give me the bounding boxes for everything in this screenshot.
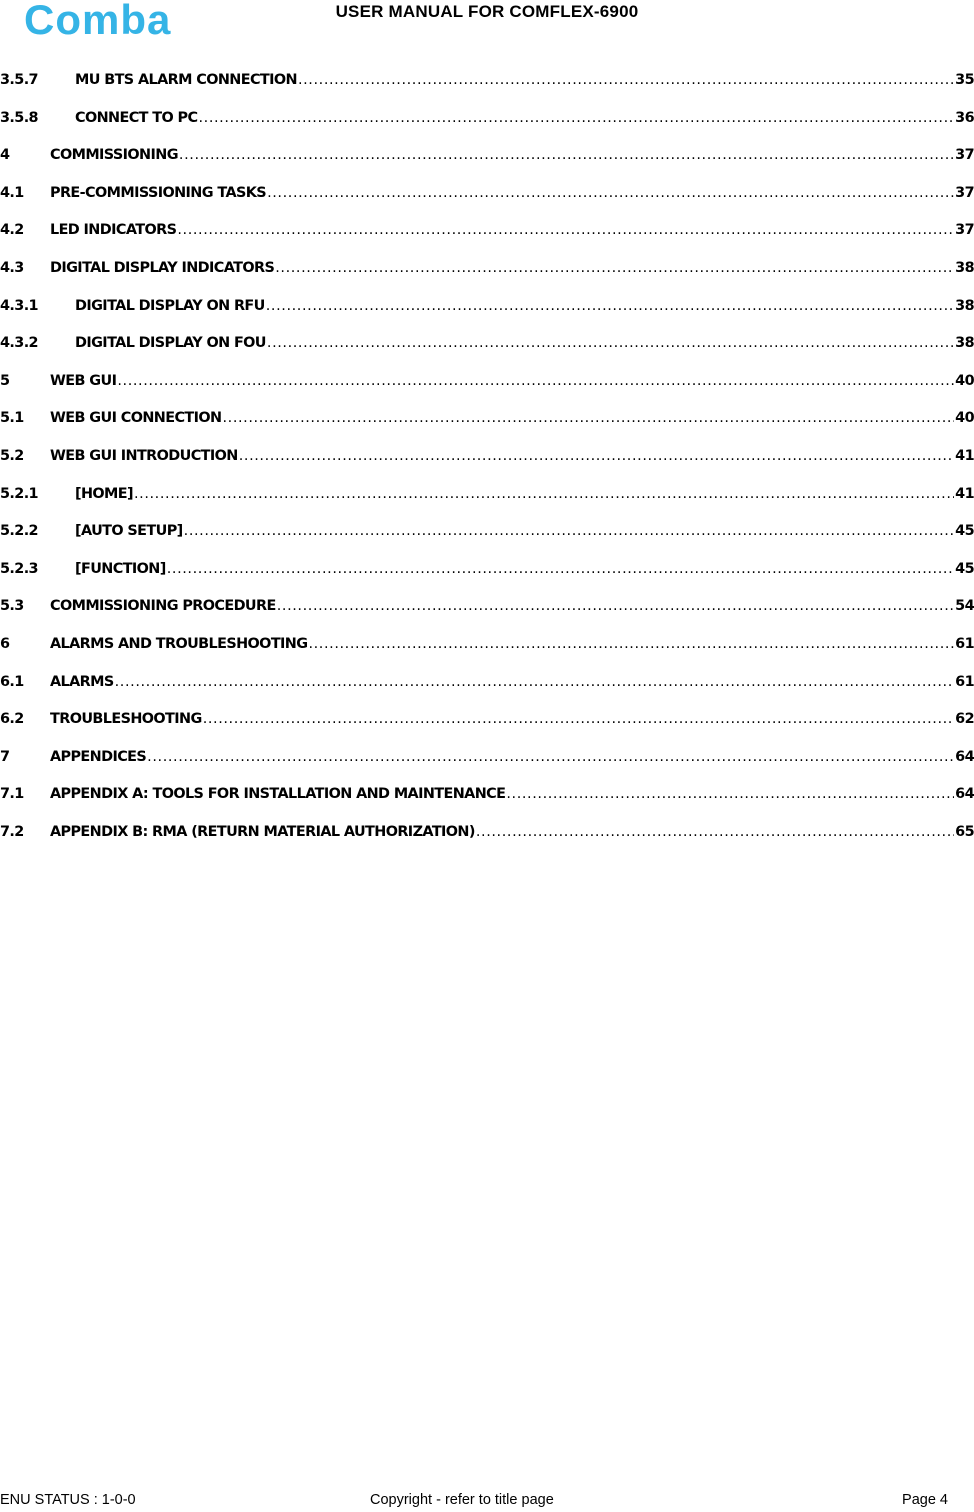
toc-entry-page: 38 bbox=[955, 335, 974, 352]
toc-entry-number: 6.2 bbox=[0, 711, 24, 728]
toc-entry-page: 40 bbox=[955, 410, 974, 427]
toc-dot-leader bbox=[267, 335, 954, 351]
toc-entry-title: WEB GUI INTRODUCTION bbox=[50, 447, 238, 464]
toc-entry-number: 3.5.7 bbox=[0, 72, 38, 88]
toc-entry-title: COMMISSIONING PROCEDURE bbox=[50, 598, 276, 615]
toc-entry-title: APPENDIX A: TOOLS FOR INSTALLATION AND MAINTENANCE bbox=[50, 786, 506, 803]
toc-entry-page: 40 bbox=[955, 372, 974, 389]
toc-dot-leader bbox=[115, 674, 955, 690]
toc-entry-number: 7.1 bbox=[0, 786, 24, 803]
toc-entry-title: TROUBLESHOOTING bbox=[50, 711, 202, 728]
toc-entry-title: [FUNCTION] bbox=[75, 560, 166, 577]
toc-entry[interactable] bbox=[0, 561, 974, 599]
toc-entry-page: 61 bbox=[955, 673, 974, 690]
toc-dot-leader bbox=[222, 410, 954, 426]
toc-dot-leader bbox=[239, 448, 954, 464]
toc-entry[interactable] bbox=[0, 674, 974, 712]
toc-entry[interactable] bbox=[0, 222, 974, 260]
toc-entry-number: 6.1 bbox=[0, 673, 24, 690]
toc-entry[interactable] bbox=[0, 448, 974, 486]
toc-entry-number: 4.2 bbox=[0, 222, 24, 239]
toc-dot-leader bbox=[506, 786, 954, 802]
logo-text: Comba bbox=[24, 0, 172, 42]
toc-entry[interactable] bbox=[0, 786, 974, 824]
toc-entry-title: WEB GUI CONNECTION bbox=[50, 410, 222, 427]
toc-entry-page: 61 bbox=[955, 635, 974, 652]
copyright-notice: Copyright - refer to title page bbox=[370, 1492, 554, 1508]
toc-entry[interactable] bbox=[0, 636, 974, 674]
toc-entry[interactable] bbox=[0, 410, 974, 448]
toc-entry-title: [HOME] bbox=[75, 485, 133, 502]
toc-entry-page: 45 bbox=[955, 523, 974, 540]
toc-entry-title: PRE-COMMISSIONING TASKS bbox=[50, 184, 267, 201]
toc-entry-title: MU BTS ALARM CONNECTION bbox=[75, 72, 297, 88]
toc-entry[interactable] bbox=[0, 110, 974, 148]
toc-entry-title: APPENDIX B: RMA (RETURN MATERIAL AUTHORIZATION) bbox=[50, 823, 475, 840]
toc-entry-page: 45 bbox=[955, 560, 974, 577]
toc-entry-number: 5.2 bbox=[0, 447, 24, 464]
toc-entry-page: 62 bbox=[955, 711, 974, 728]
toc-dot-leader bbox=[198, 110, 954, 126]
toc-entry-title: [AUTO SETUP] bbox=[75, 523, 183, 540]
toc-entry-number: 5.2.2 bbox=[0, 523, 38, 540]
toc-entry[interactable] bbox=[0, 72, 974, 110]
toc-entry-number: 7.2 bbox=[0, 823, 24, 840]
toc-entry-number: 5.2.1 bbox=[0, 485, 38, 502]
toc-entry[interactable] bbox=[0, 824, 974, 862]
toc-entry-page: 38 bbox=[955, 297, 974, 314]
toc-dot-leader bbox=[147, 749, 954, 765]
toc-dot-leader bbox=[184, 523, 955, 539]
toc-entry-page: 64 bbox=[955, 748, 974, 765]
toc-entry[interactable] bbox=[0, 335, 974, 373]
toc-entry-number: 3.5.8 bbox=[0, 109, 38, 126]
toc-entry-page: 35 bbox=[955, 72, 974, 88]
toc-entry-number: 5.2.3 bbox=[0, 560, 38, 577]
toc-entry-page: 37 bbox=[955, 222, 974, 239]
toc-entry[interactable] bbox=[0, 749, 974, 787]
toc-dot-leader bbox=[266, 298, 954, 314]
toc-entry-page: 38 bbox=[955, 259, 974, 276]
toc-entry-number: 5.1 bbox=[0, 410, 24, 427]
toc-entry-page: 41 bbox=[955, 485, 974, 502]
toc-entry-page: 64 bbox=[955, 786, 974, 803]
table-of-contents bbox=[0, 72, 974, 861]
toc-entry-title: LED INDICATORS bbox=[50, 222, 177, 239]
comba-logo bbox=[22, 0, 212, 42]
toc-entry-title: DIGITAL DISPLAY ON FOU bbox=[75, 335, 266, 352]
toc-entry-page: 37 bbox=[955, 147, 974, 164]
toc-entry-title: WEB GUI bbox=[50, 372, 117, 389]
toc-entry-title: CONNECT TO PC bbox=[75, 109, 198, 126]
page-number: Page 4 bbox=[902, 1492, 948, 1508]
toc-entry-number: 4.3 bbox=[0, 259, 24, 276]
toc-entry-page: 54 bbox=[955, 598, 974, 615]
toc-dot-leader bbox=[277, 598, 954, 614]
toc-entry[interactable] bbox=[0, 486, 974, 524]
document-title: USER MANUAL FOR COMFLEX-6900 bbox=[335, 2, 639, 21]
toc-entry-title: APPENDICES bbox=[50, 748, 147, 765]
toc-entry-page: 65 bbox=[955, 823, 974, 840]
toc-entry[interactable] bbox=[0, 711, 974, 749]
toc-entry-title: COMMISSIONING bbox=[50, 147, 178, 164]
toc-entry[interactable] bbox=[0, 185, 974, 223]
toc-dot-leader bbox=[308, 636, 954, 652]
toc-entry-number: 4.3.1 bbox=[0, 297, 38, 314]
page-header bbox=[0, 0, 974, 48]
toc-entry[interactable] bbox=[0, 523, 974, 561]
toc-dot-leader bbox=[177, 222, 954, 238]
toc-entry-number: 7 bbox=[0, 748, 10, 765]
toc-dot-leader bbox=[298, 72, 954, 88]
toc-entry-page: 36 bbox=[955, 109, 974, 126]
toc-dot-leader bbox=[134, 486, 954, 502]
page-footer bbox=[0, 1492, 974, 1512]
toc-dot-leader bbox=[117, 373, 954, 389]
toc-entry-title: ALARMS bbox=[50, 673, 114, 690]
toc-entry[interactable] bbox=[0, 147, 974, 185]
toc-dot-leader bbox=[275, 260, 954, 276]
toc-entry[interactable] bbox=[0, 598, 974, 636]
toc-entry-number: 4.3.2 bbox=[0, 335, 38, 352]
toc-entry-number: 5.3 bbox=[0, 598, 24, 615]
document-status: ENU STATUS : 1-0-0 bbox=[0, 1492, 136, 1508]
toc-dot-leader bbox=[267, 185, 954, 201]
toc-entry-number: 6 bbox=[0, 635, 10, 652]
toc-entry[interactable] bbox=[0, 298, 974, 336]
toc-entry-title: ALARMS AND TROUBLESHOOTING bbox=[50, 635, 308, 652]
toc-entry-title: DIGITAL DISPLAY INDICATORS bbox=[50, 259, 275, 276]
toc-entry-page: 37 bbox=[955, 184, 974, 201]
toc-entry-number: 4.1 bbox=[0, 184, 24, 201]
toc-dot-leader bbox=[203, 711, 954, 727]
toc-dot-leader bbox=[167, 561, 954, 577]
toc-entry-number: 4 bbox=[0, 147, 10, 164]
toc-entry[interactable] bbox=[0, 373, 974, 411]
toc-entry-title: DIGITAL DISPLAY ON RFU bbox=[75, 297, 265, 314]
toc-dot-leader bbox=[476, 824, 954, 840]
toc-entry-page: 41 bbox=[955, 447, 974, 464]
toc-entry-number: 5 bbox=[0, 372, 10, 389]
toc-dot-leader bbox=[179, 147, 954, 163]
toc-entry[interactable] bbox=[0, 260, 974, 298]
